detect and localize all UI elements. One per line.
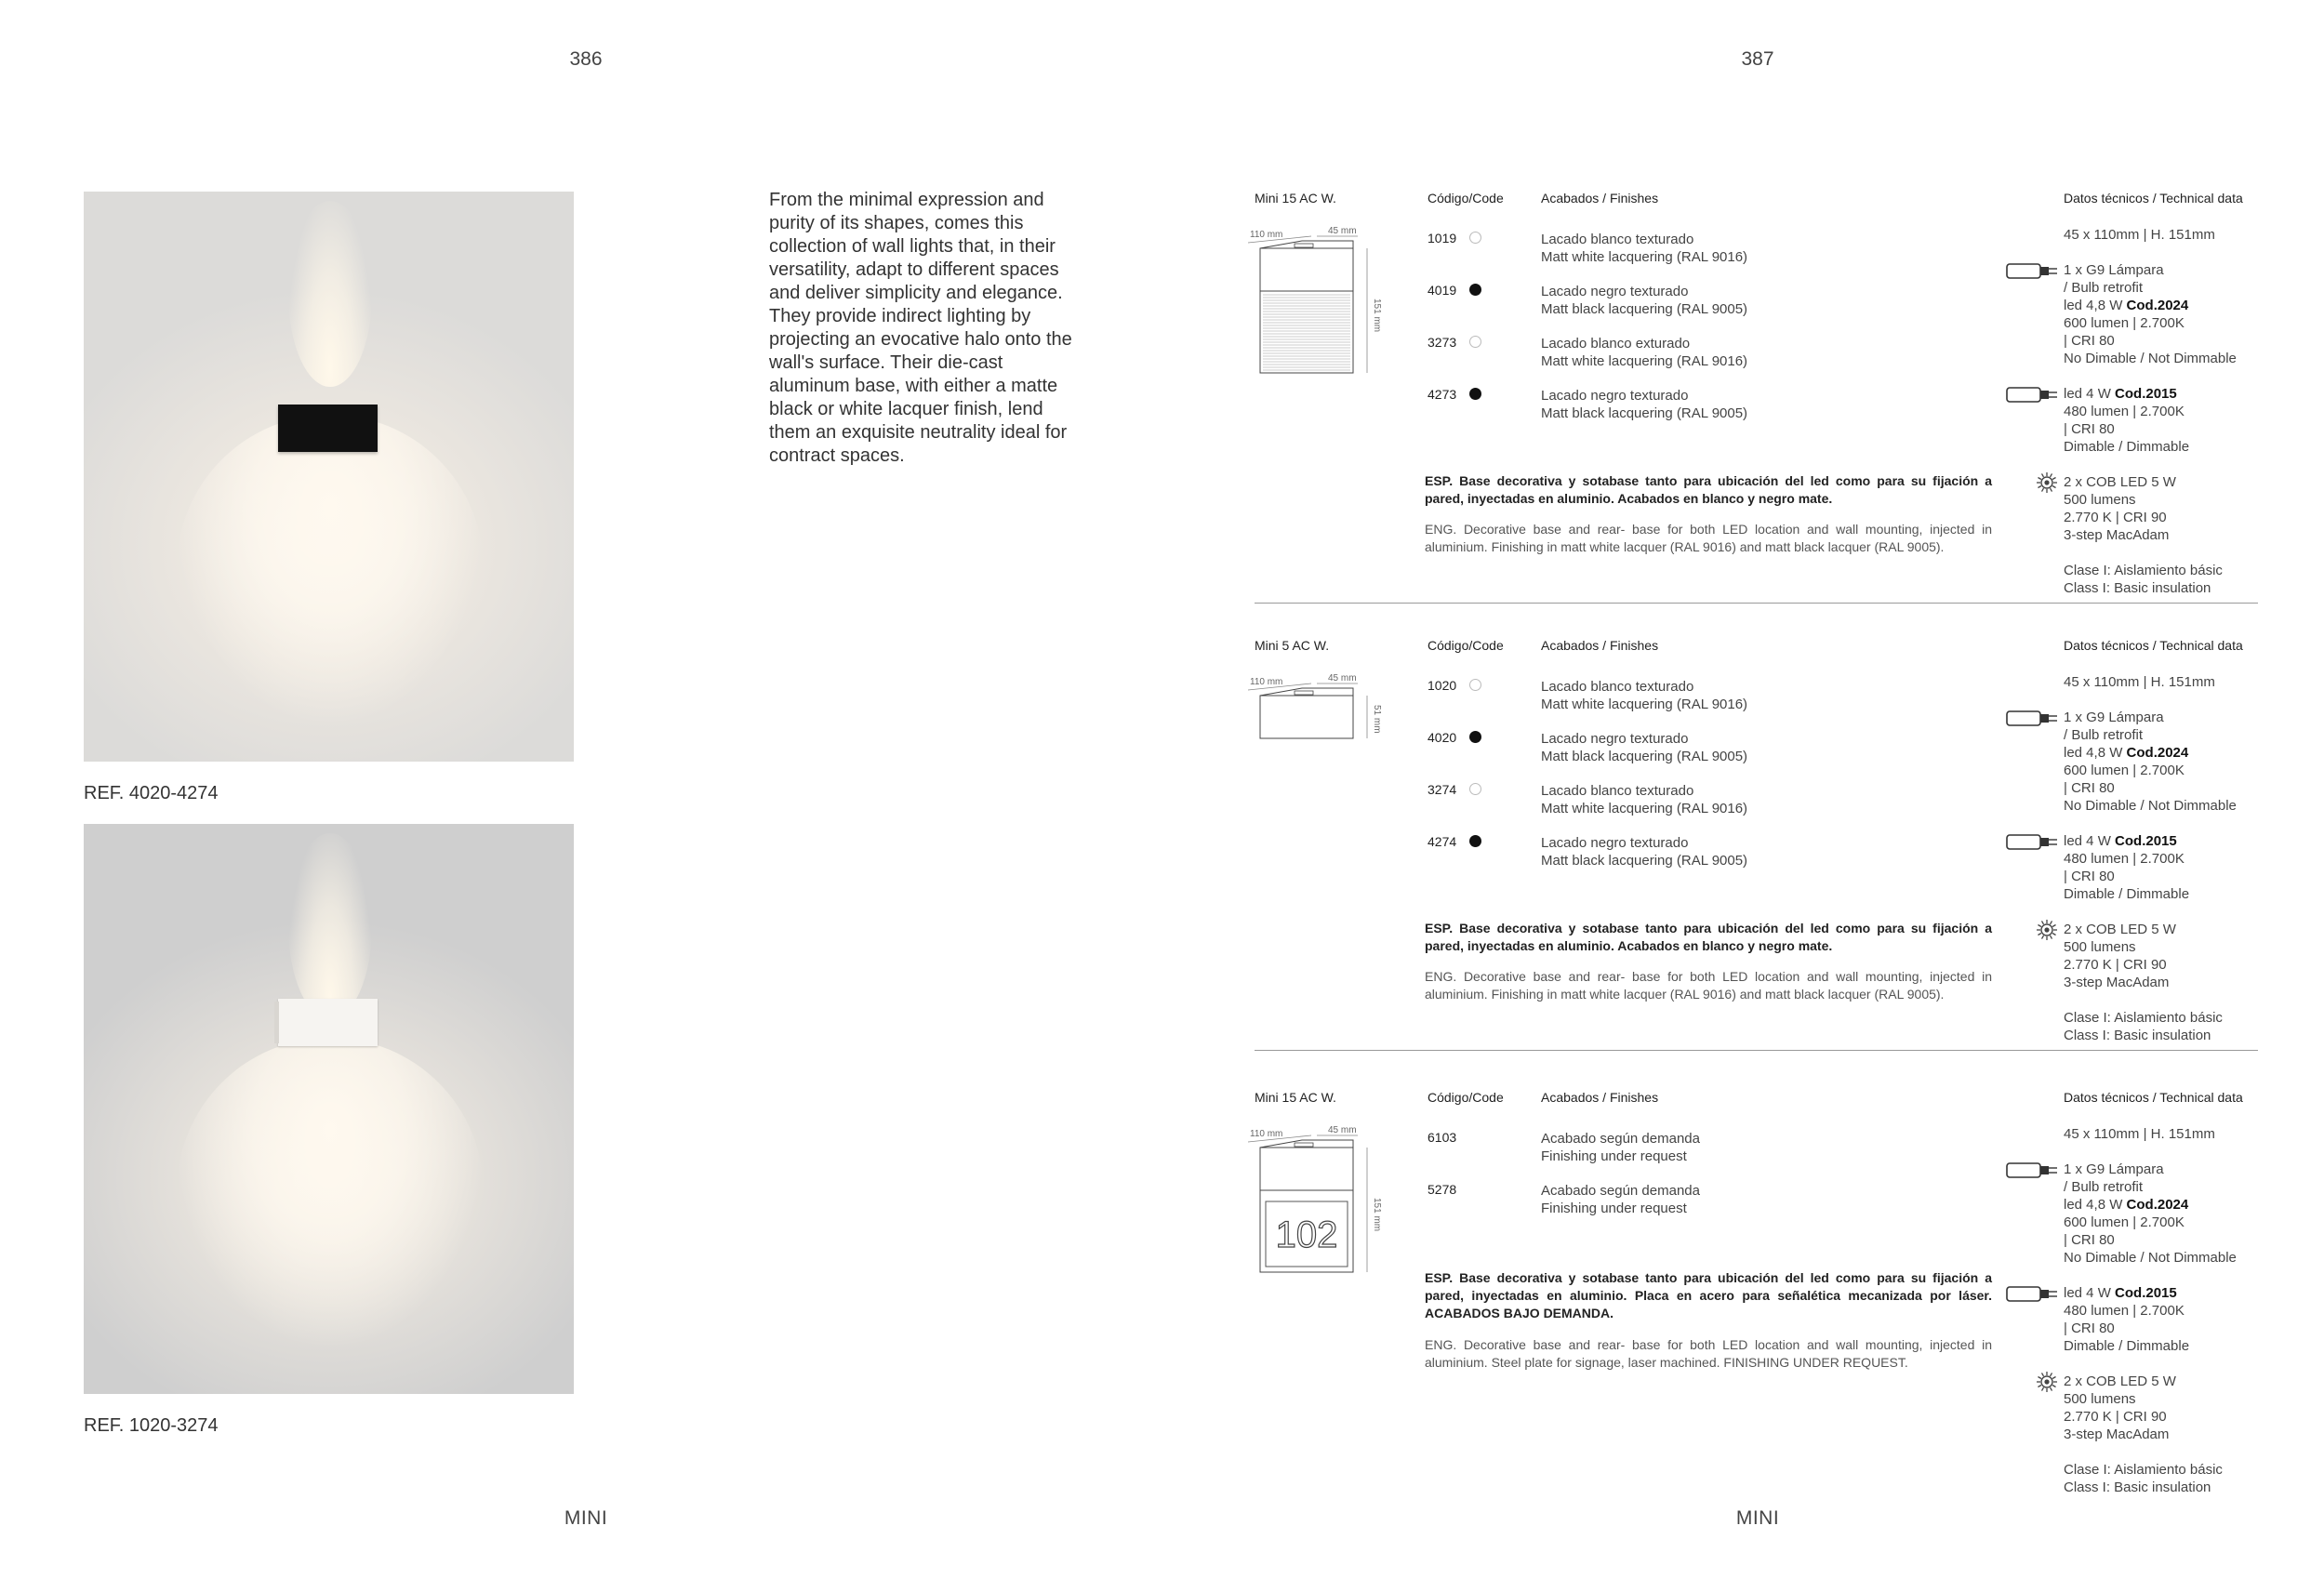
section-divider (1255, 1050, 2258, 1051)
tech-g9-line3 (2064, 297, 2188, 314)
dimension-drawing (1246, 226, 1381, 379)
finish-name-en: Matt black lacquering (RAL 9005) (1541, 301, 1748, 317)
tech-g9-line2: / Bulb retrofit (2064, 1179, 2144, 1195)
finish-name-es: Lacado blanco texturado (1541, 232, 1694, 247)
tech-class-en: Class I: Basic insulation (2064, 580, 2211, 596)
finish-swatch (1469, 679, 1481, 691)
tech-led4-line3: | CRI 80 (2064, 1320, 2115, 1336)
tech-cob-line4: 3-step MacAdam (2064, 975, 2170, 990)
tech-g9-code: Cod.2024 (2126, 298, 2189, 313)
description-es: ESP. Base decorativa y sotabase tanto para ubicación del led como para su fijación a pared, inyectadas en aluminio. Placa en acero para señalética mecanizada por láser. ACABADOS BAJO DEMANDA. (1425, 1270, 1992, 1320)
dim-depth-label: 45 mm (1328, 226, 1357, 236)
cob-led-icon (2036, 471, 2058, 494)
finish-name-en: Matt white lacquering (RAL 9016) (1541, 249, 1748, 265)
tech-header: Datos técnicos / Technical data (2064, 191, 2243, 206)
finish-name-en: Matt white lacquering (RAL 9016) (1541, 353, 1748, 369)
tech-size: 45 x 110mm | H. 151mm (2064, 674, 2215, 690)
tech-size: 45 x 110mm | H. 151mm (2064, 227, 2215, 243)
finish-swatch (1469, 835, 1481, 847)
tech-g9-line2: / Bulb retrofit (2064, 280, 2144, 296)
page-number-right: 387 (1741, 48, 1774, 70)
dim-height-label: 51 mm (1372, 705, 1381, 734)
finish-code: 4273 (1428, 387, 1457, 402)
tech-g9-line5: | CRI 80 (2064, 333, 2115, 349)
finish-name-en: Matt black lacquering (RAL 9005) (1541, 853, 1748, 869)
finish-name-es: Lacado negro texturado (1541, 388, 1689, 404)
tech-cob-line2: 500 lumens (2064, 939, 2136, 955)
tech-cob-line4: 3-step MacAdam (2064, 1426, 2170, 1442)
tech-g9-line2: / Bulb retrofit (2064, 727, 2144, 743)
tech-g9-line5: | CRI 80 (2064, 1232, 2115, 1248)
dimension-drawing (1246, 1125, 1381, 1279)
tech-g9-code: Cod.2024 (2126, 1197, 2189, 1213)
finish-name-es: Lacado blanco exturado (1541, 336, 1691, 352)
photo-ref-2: REF. 1020-3274 (84, 1415, 219, 1436)
dim-depth-label: 45 mm (1328, 673, 1357, 683)
description-en: ENG. Decorative base and rear- base for both LED location and wall mounting, injected in aluminium. Finishing in matt white lacquer (RAL 9016) and matt black lacquer (RAL 9005). (1425, 522, 1992, 554)
section-divider (1255, 603, 2258, 604)
tech-led4-line1 (2064, 832, 2177, 850)
finish-name-en: Matt white lacquering (RAL 9016) (1541, 801, 1748, 816)
tech-led4-code: Cod.2015 (2115, 386, 2177, 402)
finish-code: 4019 (1428, 283, 1457, 298)
g9-bulb-icon (2006, 710, 2058, 726)
finish-swatch (1469, 232, 1481, 244)
tech-led4-line4: Dimable / Dimmable (2064, 1338, 2190, 1354)
tech-led4-power: led 4 W (2064, 833, 2116, 849)
tech-g9-line4: 600 lumen | 2.700K (2064, 763, 2185, 778)
tech-led4-line3: | CRI 80 (2064, 421, 2115, 437)
tech-cob-line1: 2 x COB LED 5 W (2064, 922, 2176, 937)
product-name: Mini 15 AC W. (1255, 191, 1336, 206)
footer-right: MINI (1735, 1507, 1780, 1529)
dimension-drawing (1246, 673, 1381, 752)
finish-code: 6103 (1428, 1130, 1457, 1145)
product-photo-white (84, 824, 574, 1394)
tech-class-es: Clase I: Aislamiento básic (2064, 563, 2223, 578)
g9-bulb-icon (2006, 387, 2058, 403)
description-en: ENG. Decorative base and rear- base for both LED location and wall mounting, injected in aluminium. Steel plate for signage, laser machined. FINISHING UNDER REQUEST. (1425, 1337, 1992, 1370)
tech-g9-power: led 4,8 W (2064, 1197, 2127, 1213)
tech-class-en: Class I: Basic insulation (2064, 1028, 2211, 1043)
code-header: Código/Code (1428, 638, 1504, 653)
tech-led4-power: led 4 W (2064, 386, 2116, 402)
g9-bulb-icon (2006, 1286, 2058, 1302)
finish-name-es: Lacado negro texturado (1541, 731, 1689, 747)
finish-name-en: Matt black lacquering (RAL 9005) (1541, 749, 1748, 764)
sign-number: 102 (1275, 1214, 1338, 1255)
finish-name-es: Lacado blanco texturado (1541, 679, 1694, 695)
finish-code: 1020 (1428, 678, 1457, 693)
finishes-header: Acabados / Finishes (1541, 191, 1659, 206)
finish-name-en: Matt white lacquering (RAL 9016) (1541, 697, 1748, 712)
dim-height-label: 151 mm (1372, 1198, 1381, 1232)
tech-g9-line1: 1 x G9 Lámpara (2064, 1161, 2164, 1177)
tech-header: Datos técnicos / Technical data (2064, 638, 2243, 653)
finish-code: 3274 (1428, 782, 1457, 797)
tech-cob-line4: 3-step MacAdam (2064, 527, 2170, 543)
finish-name-es: Lacado negro texturado (1541, 284, 1689, 299)
footer-left: MINI (564, 1507, 608, 1529)
finish-name-en: Finishing under request (1541, 1201, 1687, 1216)
finish-code: 5278 (1428, 1182, 1457, 1197)
tech-cob-line3: 2.770 K | CRI 90 (2064, 957, 2167, 973)
finish-name-es: Acabado según demanda (1541, 1131, 1700, 1147)
finish-code: 4020 (1428, 730, 1457, 745)
tech-g9-line5: | CRI 80 (2064, 780, 2115, 796)
tech-led4-line2: 480 lumen | 2.700K (2064, 851, 2185, 867)
tech-led4-power: led 4 W (2064, 1285, 2116, 1301)
tech-class-en: Class I: Basic insulation (2064, 1479, 2211, 1495)
tech-size: 45 x 110mm | H. 151mm (2064, 1126, 2215, 1142)
tech-g9-line6: No Dimable / Not Dimmable (2064, 1250, 2237, 1266)
finishes-header: Acabados / Finishes (1541, 1090, 1659, 1105)
finish-name-es: Lacado negro texturado (1541, 835, 1689, 851)
tech-g9-line1: 1 x G9 Lámpara (2064, 710, 2164, 725)
dim-width-label: 110 mm (1250, 230, 1283, 240)
finish-code: 4274 (1428, 834, 1457, 849)
tech-led4-line4: Dimable / Dimmable (2064, 886, 2190, 902)
g9-bulb-icon (2006, 834, 2058, 850)
tech-g9-line1: 1 x G9 Lámpara (2064, 262, 2164, 278)
tech-g9-line4: 600 lumen | 2.700K (2064, 1214, 2185, 1230)
page-number-left: 386 (569, 48, 603, 70)
tech-class-es: Clase I: Aislamiento básic (2064, 1462, 2223, 1478)
finish-swatch (1469, 336, 1481, 348)
finish-name-en: Finishing under request (1541, 1148, 1687, 1164)
code-header: Código/Code (1428, 191, 1504, 206)
tech-led4-line4: Dimable / Dimmable (2064, 439, 2190, 455)
g9-bulb-icon (2006, 1162, 2058, 1178)
tech-g9-line4: 600 lumen | 2.700K (2064, 315, 2185, 331)
finish-swatch (1469, 783, 1481, 795)
finishes-header: Acabados / Finishes (1541, 638, 1659, 653)
tech-led4-line2: 480 lumen | 2.700K (2064, 404, 2185, 419)
tech-cob-line3: 2.770 K | CRI 90 (2064, 510, 2167, 525)
tech-led4-line1 (2064, 1284, 2177, 1302)
product-name: Mini 15 AC W. (1255, 1090, 1336, 1105)
finish-swatch (1469, 388, 1481, 400)
tech-led4-line3: | CRI 80 (2064, 869, 2115, 884)
tech-g9-line3 (2064, 1196, 2188, 1214)
tech-g9-code: Cod.2024 (2126, 745, 2189, 761)
finish-swatch (1469, 284, 1481, 296)
tech-led4-code: Cod.2015 (2115, 1285, 2177, 1301)
product-name: Mini 5 AC W. (1255, 638, 1330, 653)
tech-cob-line2: 500 lumens (2064, 492, 2136, 508)
tech-g9-power: led 4,8 W (2064, 298, 2127, 313)
description-es: ESP. Base decorativa y sotabase tanto para ubicación del led como para su fijación a pared, inyectadas en aluminio. Acabados en blanco y negro mate. (1425, 473, 1992, 506)
tech-header: Datos técnicos / Technical data (2064, 1090, 2243, 1105)
description-en: ENG. Decorative base and rear- base for both LED location and wall mounting, injected in aluminium. Finishing in matt white lacquer (RAL 9016) and matt black lacquer (RAL 9005). (1425, 969, 1992, 1002)
finish-name-en: Matt black lacquering (RAL 9005) (1541, 405, 1748, 421)
product-photo-black (84, 192, 574, 762)
finish-code: 3273 (1428, 335, 1457, 350)
finish-name-es: Acabado según demanda (1541, 1183, 1700, 1199)
dim-width-label: 110 mm (1250, 677, 1283, 687)
tech-g9-line3 (2064, 744, 2188, 762)
tech-g9-power: led 4,8 W (2064, 745, 2127, 761)
tech-led4-code: Cod.2015 (2115, 833, 2177, 849)
finish-code: 1019 (1428, 231, 1457, 245)
tech-cob-line1: 2 x COB LED 5 W (2064, 474, 2176, 490)
tech-cob-line3: 2.770 K | CRI 90 (2064, 1409, 2167, 1425)
dim-height-label: 151 mm (1372, 299, 1381, 333)
finish-name-es: Lacado blanco texturado (1541, 783, 1694, 799)
tech-class-es: Clase I: Aislamiento básic (2064, 1010, 2223, 1026)
tech-g9-line6: No Dimable / Not Dimmable (2064, 351, 2237, 366)
tech-cob-line1: 2 x COB LED 5 W (2064, 1373, 2176, 1389)
dim-depth-label: 45 mm (1328, 1125, 1357, 1135)
tech-g9-line6: No Dimable / Not Dimmable (2064, 798, 2237, 814)
dim-width-label: 110 mm (1250, 1129, 1283, 1139)
cob-led-icon (2036, 919, 2058, 941)
description-es: ESP. Base decorativa y sotabase tanto para ubicación del led como para su fijación a pared, inyectadas en aluminio. Acabados en blanco y negro mate. (1425, 921, 1992, 953)
intro-text: From the minimal expression and purity of its shapes, comes this collection of wall lights that, in their versatility, adapt to different spaces and deliver simplicity and elegance. They provide indirect lighting by projecting an evocative halo onto the wall's surface. Their die-cast aluminum base, with either a matte black or white lacquer finish, lend them an exquisite neutrality ideal for contract spaces. (769, 190, 1072, 466)
finish-swatch (1469, 731, 1481, 743)
tech-led4-line2: 480 lumen | 2.700K (2064, 1303, 2185, 1319)
tech-led4-line1 (2064, 385, 2177, 403)
code-header: Código/Code (1428, 1090, 1504, 1105)
g9-bulb-icon (2006, 263, 2058, 279)
tech-cob-line2: 500 lumens (2064, 1391, 2136, 1407)
photo-ref-1: REF. 4020-4274 (84, 783, 219, 803)
cob-led-icon (2036, 1371, 2058, 1393)
